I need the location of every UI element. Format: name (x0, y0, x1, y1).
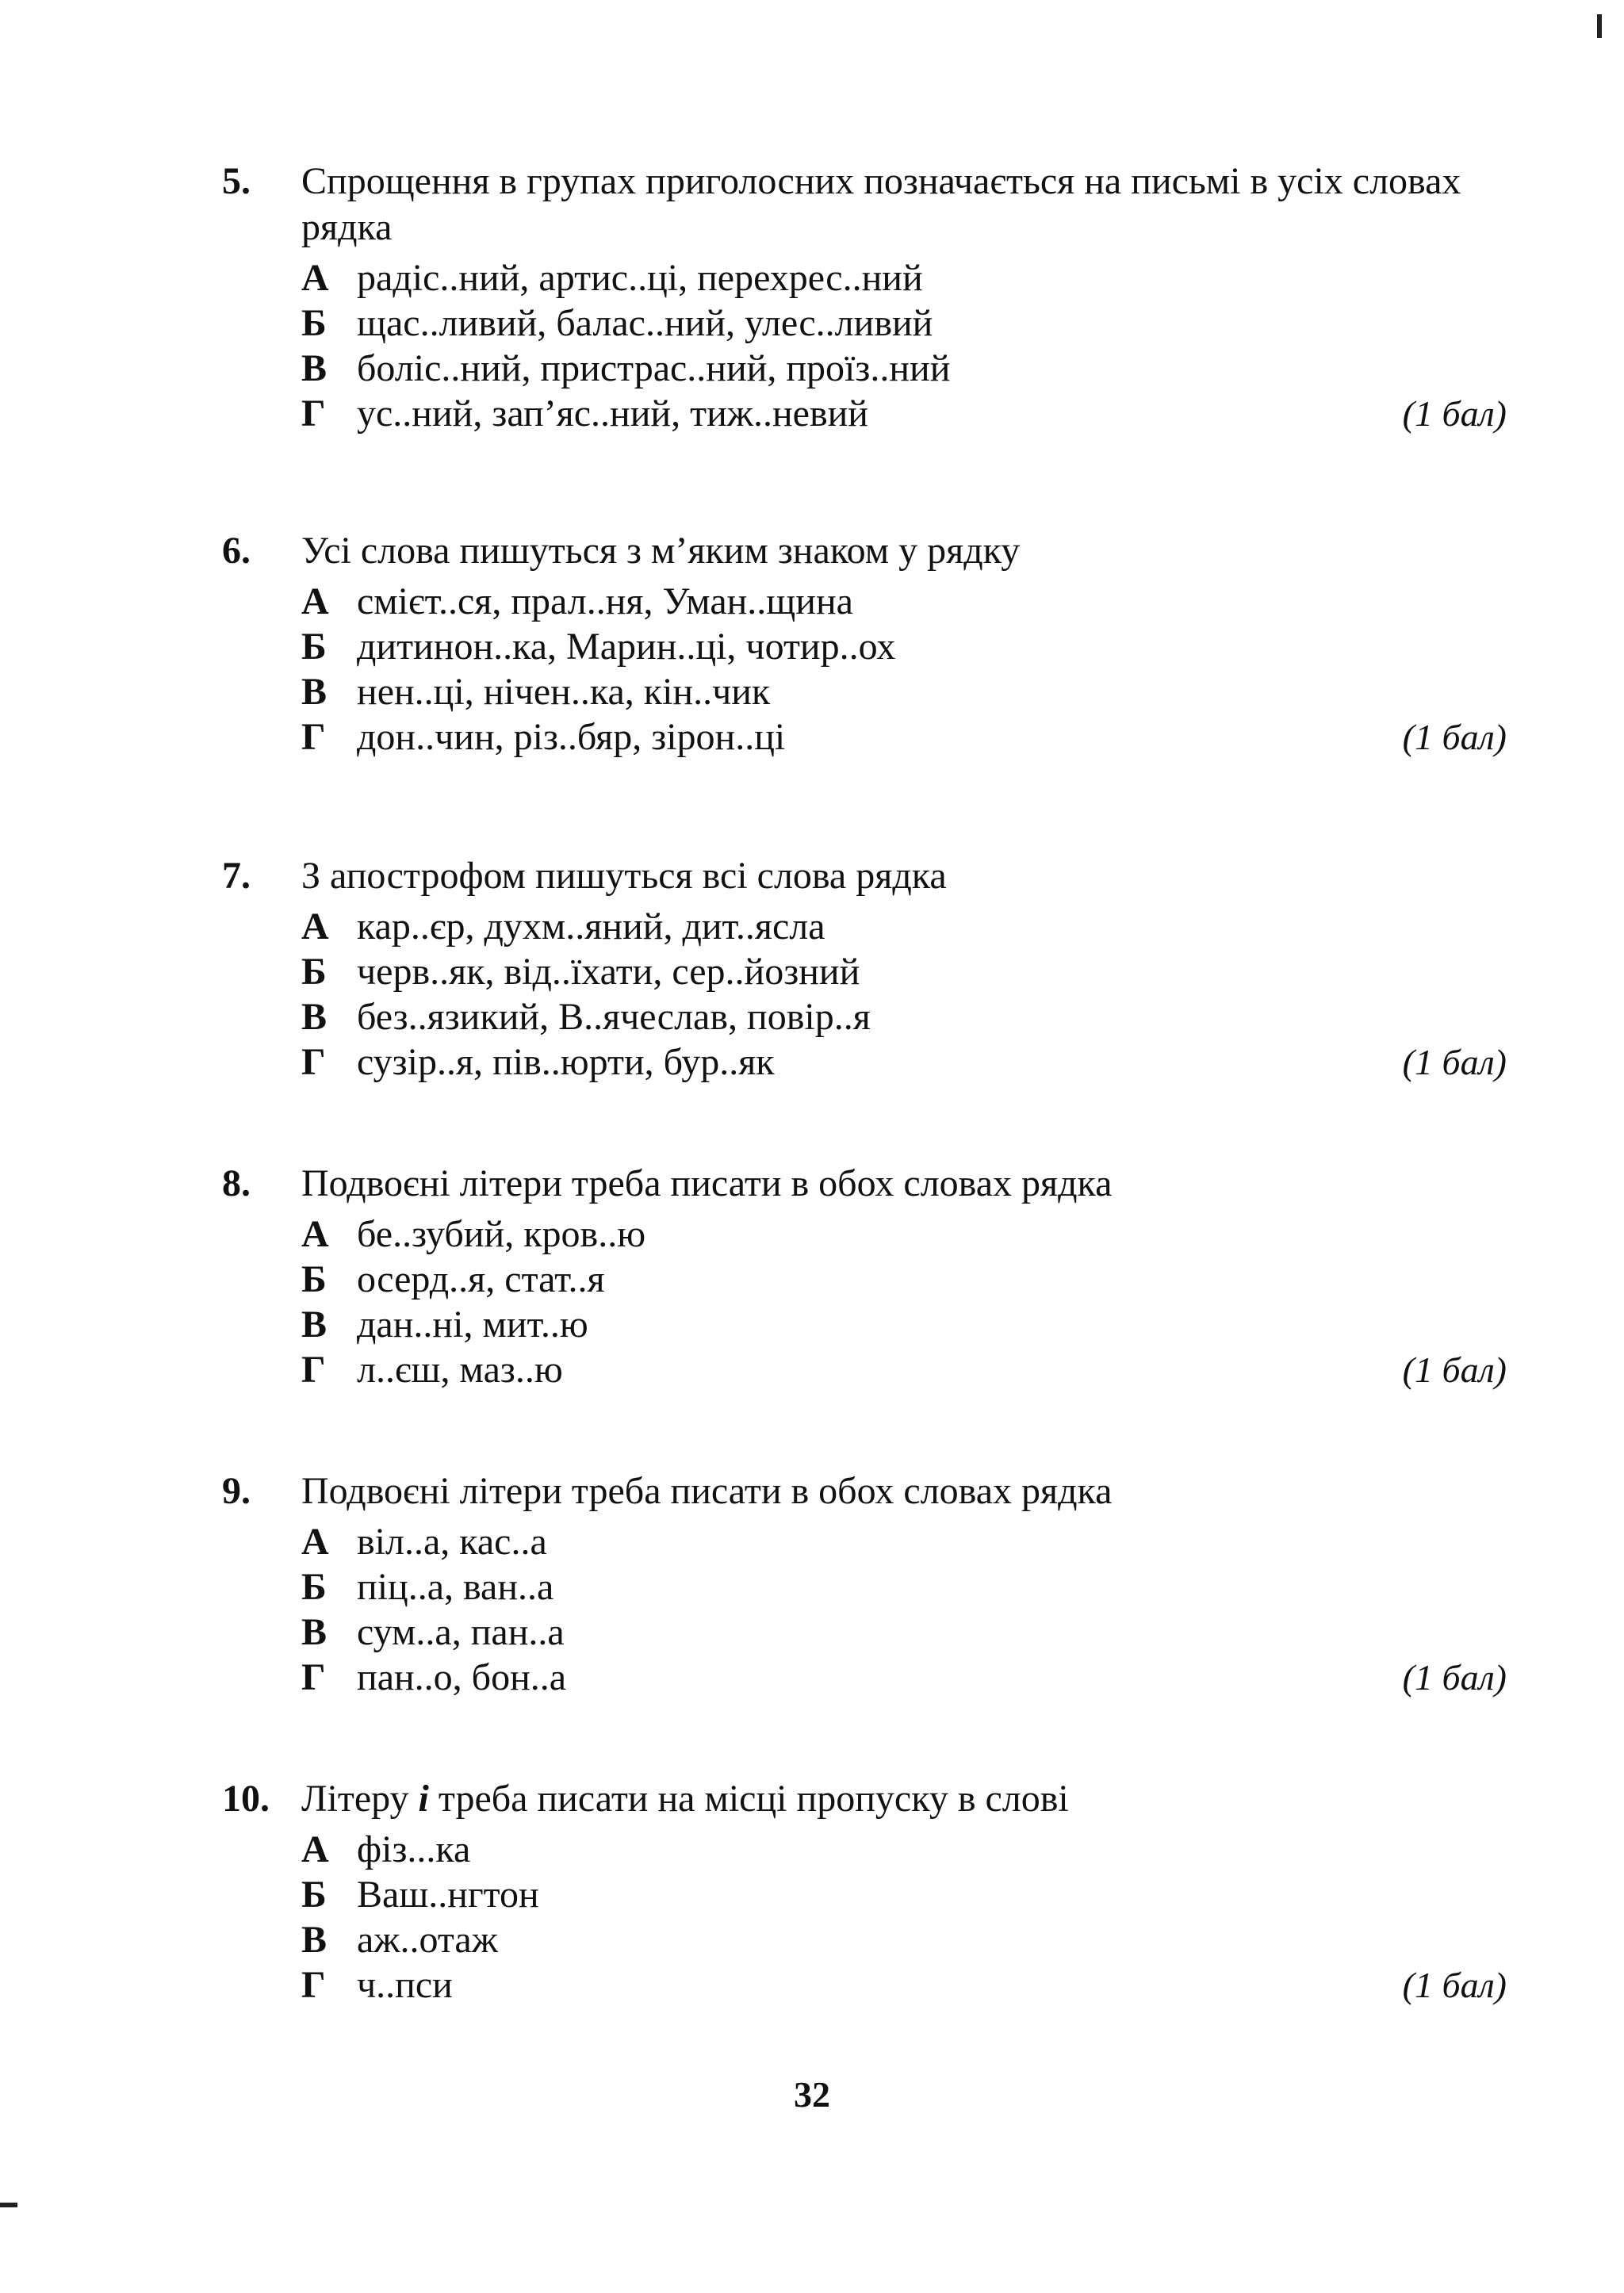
option-v (301, 346, 1507, 391)
question-text: Усі слова пишуться з м’яким знаком у рядку (301, 530, 1021, 572)
question-text-after: треба писати на місці пропуску в слові (428, 1778, 1069, 1820)
question-text-emphasis: і (418, 1778, 429, 1820)
option-text: л..єш, маз..ю (357, 1349, 563, 1391)
option-h (301, 714, 1507, 760)
option-letter: В (301, 671, 327, 713)
option-text: щас..ливий, балас..ний, улес..ливий (357, 302, 933, 344)
question-text: Подвоєні літери треба писати в обох словах рядка (301, 1470, 1113, 1512)
question-number: 7. (222, 855, 251, 897)
scan-mark-top (1597, 14, 1602, 38)
question-stem (222, 159, 1507, 251)
options-list (301, 1212, 1507, 1392)
question-stem (222, 528, 1507, 574)
option-letter: А (301, 1828, 329, 1870)
option-h (301, 1039, 1507, 1085)
option-a (301, 904, 1507, 949)
option-letter: Б (301, 302, 327, 344)
option-letter: А (301, 1521, 329, 1563)
option-letter: В (301, 347, 327, 389)
question-stem (222, 1776, 1507, 1822)
options-list (301, 904, 1507, 1085)
option-letter: Г (301, 1964, 326, 2006)
score-label: (1 бал) (1402, 1349, 1507, 1390)
score-label: (1 бал) (1402, 1042, 1507, 1082)
option-text: ус..ний, зап’яс..ний, тиж..невий (357, 392, 868, 434)
question-5 (222, 159, 1507, 436)
option-text: віл..а, кас..а (357, 1521, 547, 1563)
question-text: З апострофом пишуться всі слова рядка (301, 855, 947, 897)
question-10 (222, 1776, 1507, 2008)
option-v (301, 1917, 1507, 1962)
option-b (301, 1872, 1507, 1917)
option-letter: Г (301, 716, 326, 758)
option-letter: А (301, 1213, 329, 1255)
question-text: Спрощення в групах приголосних позначається на письмі в усіх словах рядка (301, 160, 1461, 248)
option-letter: Б (301, 626, 327, 668)
option-text: бе..зубий, кров..ю (357, 1213, 646, 1255)
score-label: (1 бал) (1402, 717, 1507, 757)
option-letter: В (301, 1303, 327, 1346)
option-a (301, 1827, 1507, 1872)
option-text: пан..о, бон..а (357, 1656, 567, 1698)
option-b (301, 301, 1507, 346)
option-text: нен..ці, нічен..ка, кін..чик (357, 671, 771, 713)
option-letter: Г (301, 392, 326, 434)
option-a (301, 579, 1507, 624)
option-a (301, 1519, 1507, 1564)
option-letter: Б (301, 1566, 327, 1608)
option-letter: Б (301, 1874, 327, 1916)
option-text: без..язикий, В..ячеслав, повір..я (357, 996, 871, 1038)
option-letter: А (301, 580, 329, 622)
option-text: дитинон..ка, Марин..ці, чотир..ох (357, 626, 896, 668)
option-v (301, 669, 1507, 714)
option-text: фіз...ка (357, 1828, 471, 1870)
option-text: кар..єр, духм..яний, дит..ясла (357, 905, 825, 947)
question-text-before: Літеру (301, 1778, 419, 1820)
question-text (301, 1776, 1507, 1822)
scan-mark-left (0, 2203, 17, 2207)
score-label: (1 бал) (1402, 1965, 1507, 2005)
question-7 (222, 853, 1507, 1085)
score-label: (1 бал) (1402, 1657, 1507, 1698)
option-letter: Б (301, 951, 327, 993)
options-list (301, 1519, 1507, 1700)
question-stem (222, 853, 1507, 899)
option-letter: В (301, 996, 327, 1038)
option-text: дан..ні, мит..ю (357, 1303, 588, 1346)
option-text: сузір..я, пів..юрти, бур..як (357, 1041, 775, 1083)
option-letter: Б (301, 1258, 327, 1300)
options-list (301, 255, 1507, 436)
option-text: боліс..ний, пристрас..ний, проїз..ний (357, 347, 951, 389)
option-a (301, 1212, 1507, 1257)
question-6 (222, 528, 1507, 760)
option-b (301, 1564, 1507, 1610)
option-letter: Г (301, 1041, 326, 1083)
question-8 (222, 1161, 1507, 1392)
option-text: сум..а, пан..а (357, 1611, 565, 1653)
option-text: смієт..ся, прал..ня, Уман..щина (357, 580, 853, 622)
option-text: Ваш..нгтон (357, 1874, 539, 1916)
option-text: радіс..ний, артис..ці, перехрес..ний (357, 257, 923, 299)
option-letter: В (301, 1611, 327, 1653)
option-text: піц..а, ван..а (357, 1566, 554, 1608)
option-h (301, 1655, 1507, 1700)
option-letter: Г (301, 1349, 326, 1391)
option-v (301, 1610, 1507, 1655)
option-text: ч..пси (357, 1964, 453, 2006)
option-text: дон..чин, різ..бяр, зірон..ці (357, 716, 786, 758)
option-b (301, 1257, 1507, 1302)
option-letter: А (301, 257, 329, 299)
option-v (301, 1302, 1507, 1347)
question-number: 8. (222, 1162, 251, 1204)
option-h (301, 391, 1507, 436)
question-number: 10. (222, 1778, 270, 1820)
option-h (301, 1347, 1507, 1392)
option-a (301, 255, 1507, 301)
option-letter: А (301, 905, 329, 947)
options-list (301, 1827, 1507, 2008)
option-letter: Г (301, 1656, 326, 1698)
question-number: 5. (222, 160, 251, 202)
options-list (301, 579, 1507, 760)
option-letter: В (301, 1919, 327, 1961)
question-number: 6. (222, 530, 251, 572)
option-v (301, 994, 1507, 1039)
score-label: (1 бал) (1402, 393, 1507, 434)
option-h (301, 1962, 1507, 2008)
question-text: Подвоєні літери треба писати в обох словах рядка (301, 1162, 1113, 1204)
option-text: черв..як, від..їхати, сер..йозний (357, 951, 860, 993)
option-b (301, 949, 1507, 994)
question-stem (222, 1161, 1507, 1207)
question-stem (222, 1468, 1507, 1514)
page-number: 32 (794, 2074, 830, 2115)
option-text: осерд..я, стат..я (357, 1258, 605, 1300)
question-9 (222, 1468, 1507, 1700)
question-number: 9. (222, 1470, 251, 1512)
option-text: аж..отаж (357, 1919, 498, 1961)
option-b (301, 624, 1507, 669)
